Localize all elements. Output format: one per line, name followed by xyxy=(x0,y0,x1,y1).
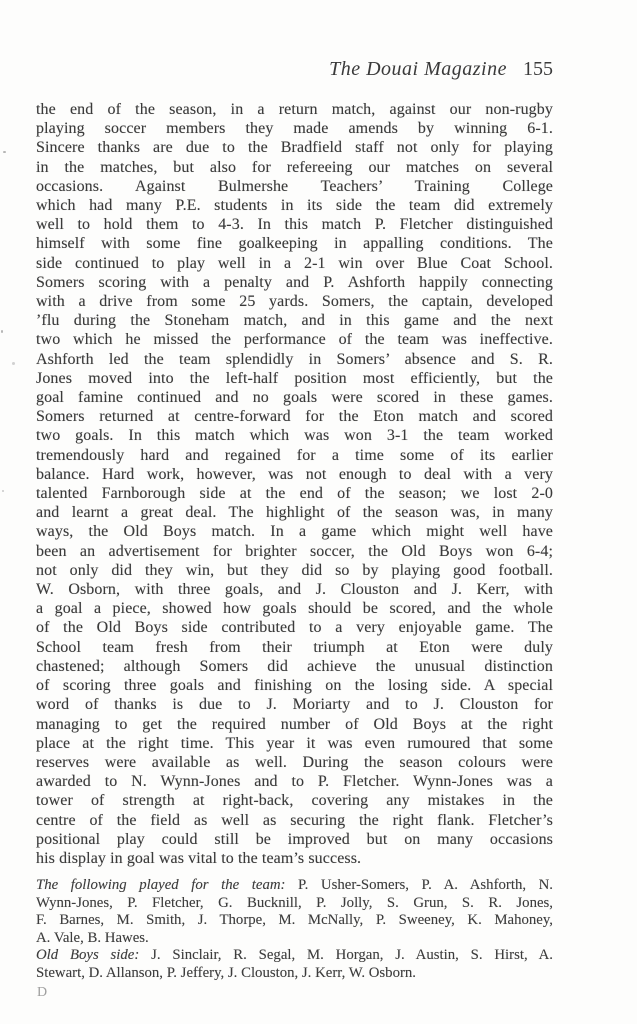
text-line: playing soccer members they made amends by winning 6-1. xyxy=(36,120,553,138)
text-line: and learnt a great deal. The highlight of the season was, in many xyxy=(36,504,553,522)
team-list-first-line-rest: P. Usher-Somers, P. A. Ashforth, N. xyxy=(298,877,554,893)
team-list-paragraph xyxy=(36,877,553,947)
text-line: Somers scoring with a penalty and P. Ashforth happily connecting xyxy=(36,273,553,291)
text-line: tower of strength at right-back, covering any mistakes in the xyxy=(36,792,553,810)
text-line: ways, the Old Boys match. In a game which might well have xyxy=(36,523,553,541)
text-line: talented Farnborough side at the end of the season; we lost 2-0 xyxy=(36,485,553,503)
text-line: A. Vale, B. Hawes. xyxy=(36,929,149,946)
main-paragraph xyxy=(36,100,553,868)
printer-signature-mark: D xyxy=(37,985,48,1000)
text-line: with a drive from some 25 yards. Somers, the captain, developed xyxy=(36,293,553,311)
text-line: positional play could still be improved but on many occasions xyxy=(36,830,553,848)
text-line: Sincere thanks are due to the Bradfield staff not only for playing xyxy=(36,139,553,157)
text-line: of scoring three goals and finishing on the losing side. A special xyxy=(36,677,553,695)
text-line: School team fresh from their triumph at Eton were duly xyxy=(36,638,553,656)
old-boys-lead: Old Boys side: xyxy=(36,947,140,963)
text-line: well to hold them to 4-3. In this match P. Fletcher distinguished xyxy=(36,216,553,234)
text-line: chastened; although Somers did achieve the unusual distinction xyxy=(36,657,553,675)
text-line: himself with some fine goalkeeping in appalling conditions. The xyxy=(36,235,553,253)
running-header xyxy=(36,58,553,81)
text-line: W. Osborn, with three goals, and J. Clouston and J. Kerr, with xyxy=(36,581,553,599)
page-number: 155 xyxy=(523,58,553,80)
text-line: two goals. In this match which was won 3-1 the team worked xyxy=(36,427,553,445)
text-line: word of thanks is due to J. Moriarty and to J. Clouston for xyxy=(36,696,553,714)
text-line: goal famine continued and no goals were scored in these games. xyxy=(36,389,553,407)
text-line: his display in goal was vital to the team’s success. xyxy=(36,849,362,867)
text-line: tremendously hard and regained for a time some of its earlier xyxy=(36,446,553,464)
text-line: Jones moved into the left-half position most efficiently, but the xyxy=(36,369,553,387)
scan-speck xyxy=(1,330,3,333)
text-line: Stewart, D. Allanson, P. Jeffery, J. Clouston, J. Kerr, W. Osborn. xyxy=(36,964,416,981)
text-line: Somers returned at centre-forward for the Eton match and scored xyxy=(36,408,553,426)
text-line: reserves were available as well. During the season colours were xyxy=(36,753,553,771)
scan-speck xyxy=(12,362,15,365)
scan-speck xyxy=(2,490,4,492)
text-line: of the Old Boys side contributed to a very enjoyable game. The xyxy=(36,619,553,637)
text-line: managing to get the required number of Old Boys at the right xyxy=(36,715,553,733)
text-line: place at the right time. This year it was even rumoured that some xyxy=(36,734,553,752)
text-line: been an advertisement for brighter soccer, the Old Boys won 6-4; xyxy=(36,542,553,560)
text-line: a goal a piece, showed how goals should be scored, and the whole xyxy=(36,600,553,618)
team-list-lead: The following played for the team: xyxy=(36,877,286,893)
old-boys-first-line-rest: J. Sinclair, R. Segal, M. Horgan, J. Austin, S. Hirst, A. xyxy=(151,947,554,963)
text-line: balance. Hard work, however, was not enough to deal with a very xyxy=(36,465,553,483)
text-line: in the matches, but also for refereeing our matches on several xyxy=(36,158,553,176)
magazine-title: The Douai Magazine xyxy=(329,58,507,80)
old-boys-rest-lines xyxy=(36,965,553,983)
text-line: the end of the season, in a return match, against our non-rugby xyxy=(36,101,553,118)
text-line: F. Barnes, M. Smith, J. Thorpe, M. McNally, P. Sweeney, K. Mahoney, xyxy=(36,912,553,929)
text-line: not only did they win, but they did so by playing good football. xyxy=(36,561,553,579)
text-line: Wynn-Jones, P. Fletcher, G. Bucknill, P. Jolly, S. Grun, S. R. Jones, xyxy=(36,894,553,911)
old-boys-first-line xyxy=(36,947,553,965)
text-line: ’flu during the Stoneham match, and in this game and the next xyxy=(36,312,553,330)
text-line: Ashforth led the team splendidly in Somers’ absence and S. R. xyxy=(36,350,553,368)
text-line: centre of the field as well as securing the right flank. Fletcher’s xyxy=(36,811,553,829)
scan-speck xyxy=(3,151,6,153)
old-boys-paragraph xyxy=(36,947,553,982)
text-line: which had many P.E. students in its side the team did extremely xyxy=(36,197,553,215)
team-list-first-line xyxy=(36,877,553,895)
team-list-rest-lines xyxy=(36,895,553,948)
text-line: side continued to play well in a 2-1 win over Blue Coat School. xyxy=(36,254,553,272)
text-line: occasions. Against Bulmershe Teachers’ Training College xyxy=(36,177,553,195)
text-line: awarded to N. Wynn-Jones and to P. Fletcher. Wynn-Jones was a xyxy=(36,773,553,791)
text-line: two which he missed the performance of the team was ineffective. xyxy=(36,331,553,349)
